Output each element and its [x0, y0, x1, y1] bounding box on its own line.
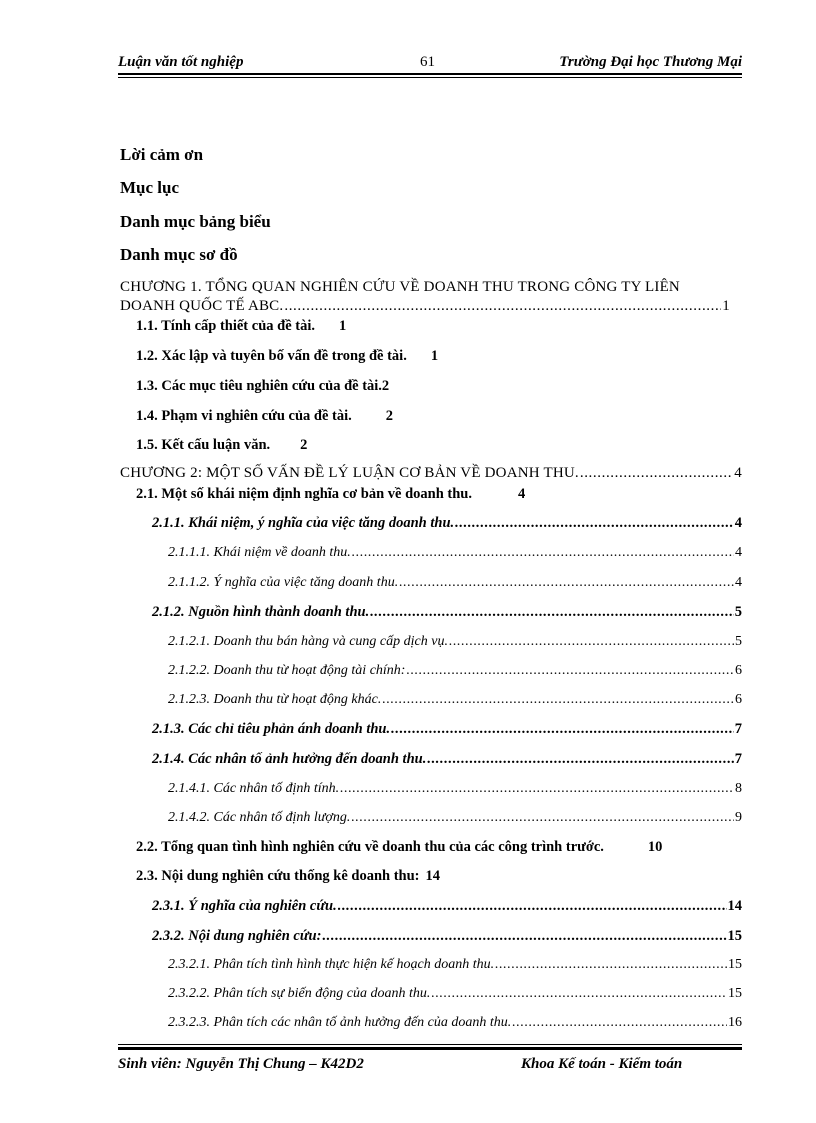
- front-thanks: Lời cảm ơn: [120, 145, 204, 164]
- toc-entry-2-3-2: [152, 928, 742, 945]
- toc-page: 8: [735, 781, 742, 796]
- toc-page: 9: [735, 810, 742, 825]
- header-rule-thin: [118, 77, 742, 78]
- front-contents: Mục lục: [120, 178, 180, 197]
- toc-title: 2.1.2.1. Doanh thu bán hàng và cung cấp dịch vụ.: [168, 634, 448, 649]
- toc-title: 2.3.2.3. Phân tích các nhân tố ảnh hưởng đến của doanh thu.: [168, 1015, 512, 1030]
- toc-page: 10: [647, 839, 663, 855]
- toc-page: 6: [735, 663, 742, 678]
- toc-title: 2.1.4.1. Các nhân tố định tính.: [168, 781, 340, 796]
- toc-entry-2-3-2-3: [168, 1015, 742, 1031]
- toc-entry-2-1-2-1: [168, 634, 742, 650]
- toc-title: 2.1.2.3. Doanh thu từ hoạt động khác.: [168, 692, 382, 707]
- leader-dots: [495, 957, 727, 973]
- leader-dots: [512, 1015, 727, 1031]
- toc-title: 1.4. Phạm vi nghiên cứu của đề tài.: [136, 408, 352, 424]
- toc-title: 2.1.1.2. Ý nghĩa của việc tăng doanh thu.: [168, 575, 399, 590]
- toc-title: 2.1.4.2. Các nhân tố định lượng.: [168, 810, 351, 825]
- toc-entry-2-3-1: [152, 898, 742, 915]
- chapter1-title-line1: CHƯƠNG 1. TỔNG QUAN NGHIÊN CỨU VỀ DOANH THU TRONG CÔNG TY LIÊN: [120, 279, 680, 295]
- toc-page: 1: [338, 318, 347, 334]
- front-tables-list: Danh mục bảng biểu: [120, 212, 271, 231]
- toc-entry-2-2: [136, 839, 662, 856]
- toc-entry-2-3-2-2: [168, 986, 742, 1002]
- footer-student: Sinh viên: Nguyễn Thị Chung – K42D2: [118, 1056, 364, 1072]
- toc-title: 2.3. Nội dung nghiên cứu thống kê doanh thu:: [136, 868, 420, 884]
- leader-dots: [391, 721, 734, 738]
- toc-page: 2: [385, 408, 393, 424]
- toc-page: 15: [728, 957, 742, 972]
- toc-entry-2-1-4-1: [168, 781, 742, 797]
- toc-page: 6: [735, 692, 742, 707]
- leader-dots: [449, 634, 734, 650]
- toc-title: 2.2. Tổng quan tình hình nghiên cứu về doanh thu của các công trình trước.: [136, 839, 604, 855]
- toc-entry-2-1-1: [152, 515, 742, 532]
- toc-page: 15: [727, 928, 742, 944]
- toc-title: 2.1.1.1. Khái niệm về doanh thu.: [168, 545, 351, 560]
- chapter2-title-text: CHƯƠNG 2: MỘT SỐ VẤN ĐỀ LÝ LUẬN CƠ BẢN VỀ DOANH THU.: [120, 465, 579, 481]
- leader-dots: [406, 663, 734, 679]
- toc-page: 4: [735, 545, 742, 560]
- toc-page: 7: [734, 721, 742, 737]
- toc-title: 2.3.2.1. Phân tích tình hình thực hiện kế hoạch doanh thu.: [168, 957, 495, 972]
- chapter1-title-line2: [120, 298, 730, 315]
- toc-entry-2-3-2-1: [168, 957, 742, 973]
- leader-dots: [431, 986, 727, 1002]
- chapter1-title-text: DOANH QUỐC TẾ ABC.: [120, 298, 284, 314]
- toc-title: 1.5. Kết cấu luận văn.: [136, 437, 271, 453]
- leader-dots: [352, 545, 734, 561]
- leader-dots: [340, 781, 734, 797]
- toc-entry-2-1-2-3: [168, 692, 742, 708]
- toc-page: 15: [728, 986, 742, 1001]
- leader-dots: [399, 575, 734, 591]
- toc-title: 1.1. Tính cấp thiết của đề tài.: [136, 318, 315, 334]
- leader-dots: [427, 751, 733, 768]
- toc-page: 2: [300, 437, 308, 453]
- toc-title: 2.1.4. Các nhân tố ảnh hưởng đến doanh thu.: [152, 751, 427, 767]
- toc-title: 2.1.1. Khái niệm, ý nghĩa của việc tăng doanh thu.: [152, 515, 455, 531]
- toc-entry-2-1-1-2: [168, 575, 742, 591]
- leader-dots: [338, 898, 727, 915]
- leader-dots: [351, 810, 734, 826]
- leader-dots: [370, 604, 734, 621]
- toc-entry-2-1-1-1: [168, 545, 742, 561]
- toc-page: 5: [734, 604, 742, 620]
- toc-entry-2-1-3: [152, 721, 742, 738]
- header-page-number: 61: [420, 54, 435, 70]
- toc-page: 4: [734, 515, 742, 531]
- toc-title: 1.2. Xác lập và tuyên bố vấn đề trong đề tài.: [136, 348, 407, 364]
- footer-rule-thin: [118, 1044, 742, 1045]
- toc-page: 14: [727, 898, 742, 914]
- toc-entry-2-1: [136, 486, 525, 503]
- footer-faculty: Khoa Kế toán - Kiểm toán: [521, 1056, 683, 1072]
- toc-page: 4: [517, 486, 526, 502]
- toc-page: 4: [735, 575, 742, 590]
- header-right-title: Trường Đại học Thương Mại: [559, 54, 742, 70]
- toc-entry-1-4: [136, 408, 393, 425]
- toc-page: 16: [728, 1015, 742, 1030]
- toc-entry-1-2: [136, 348, 438, 365]
- toc-page: 7: [734, 751, 742, 767]
- toc-entry-2-1-2: [152, 604, 742, 621]
- toc-title: 2.1.2. Nguồn hình thành doanh thu.: [152, 604, 370, 620]
- leader-dots: [284, 298, 721, 315]
- leader-dots: [382, 692, 734, 708]
- toc-page: 1: [430, 348, 439, 364]
- toc-title: 2.3.1. Ý nghĩa của nghiên cứu.: [152, 898, 337, 914]
- toc-title: 2.3.2.2. Phân tích sự biến động của doanh thu.: [168, 986, 431, 1001]
- toc-entry-2-1-2-2: [168, 663, 742, 679]
- front-diagrams-list: Danh mục sơ đồ: [120, 245, 238, 264]
- toc-entry-2-3: [136, 868, 440, 885]
- leader-dots: [322, 928, 726, 945]
- toc-page: 5: [735, 634, 742, 649]
- header-left-title: Luận văn tốt nghiệp: [118, 54, 244, 70]
- toc-entry-2-1-4-2: [168, 810, 742, 826]
- toc-page: 14: [425, 868, 440, 884]
- toc-entry-1-1: [136, 318, 346, 335]
- toc-title: 2.3.2. Nội dung nghiên cứu:: [152, 928, 322, 944]
- toc-entry-1-3: [136, 378, 389, 395]
- chapter1-page: 1: [722, 298, 730, 314]
- toc-title: 2.1. Một số khái niệm định nghĩa cơ bản về doanh thu.: [136, 486, 472, 502]
- toc-title: 1.3. Các mục tiêu nghiên cứu của đề tài.2: [136, 378, 390, 394]
- footer-rule-thick: [118, 1047, 742, 1050]
- header-rule-thick: [118, 73, 742, 75]
- chapter2-title: [120, 465, 742, 482]
- toc-entry-1-5: [136, 437, 307, 454]
- toc-entry-2-1-4: [152, 751, 742, 768]
- leader-dots: [580, 465, 733, 482]
- toc-title: 2.1.2.2. Doanh thu từ hoạt động tài chính:: [168, 663, 406, 678]
- leader-dots: [455, 515, 734, 532]
- chapter2-page: 4: [734, 465, 742, 481]
- toc-title: 2.1.3. Các chỉ tiêu phản ánh doanh thu.: [152, 721, 391, 737]
